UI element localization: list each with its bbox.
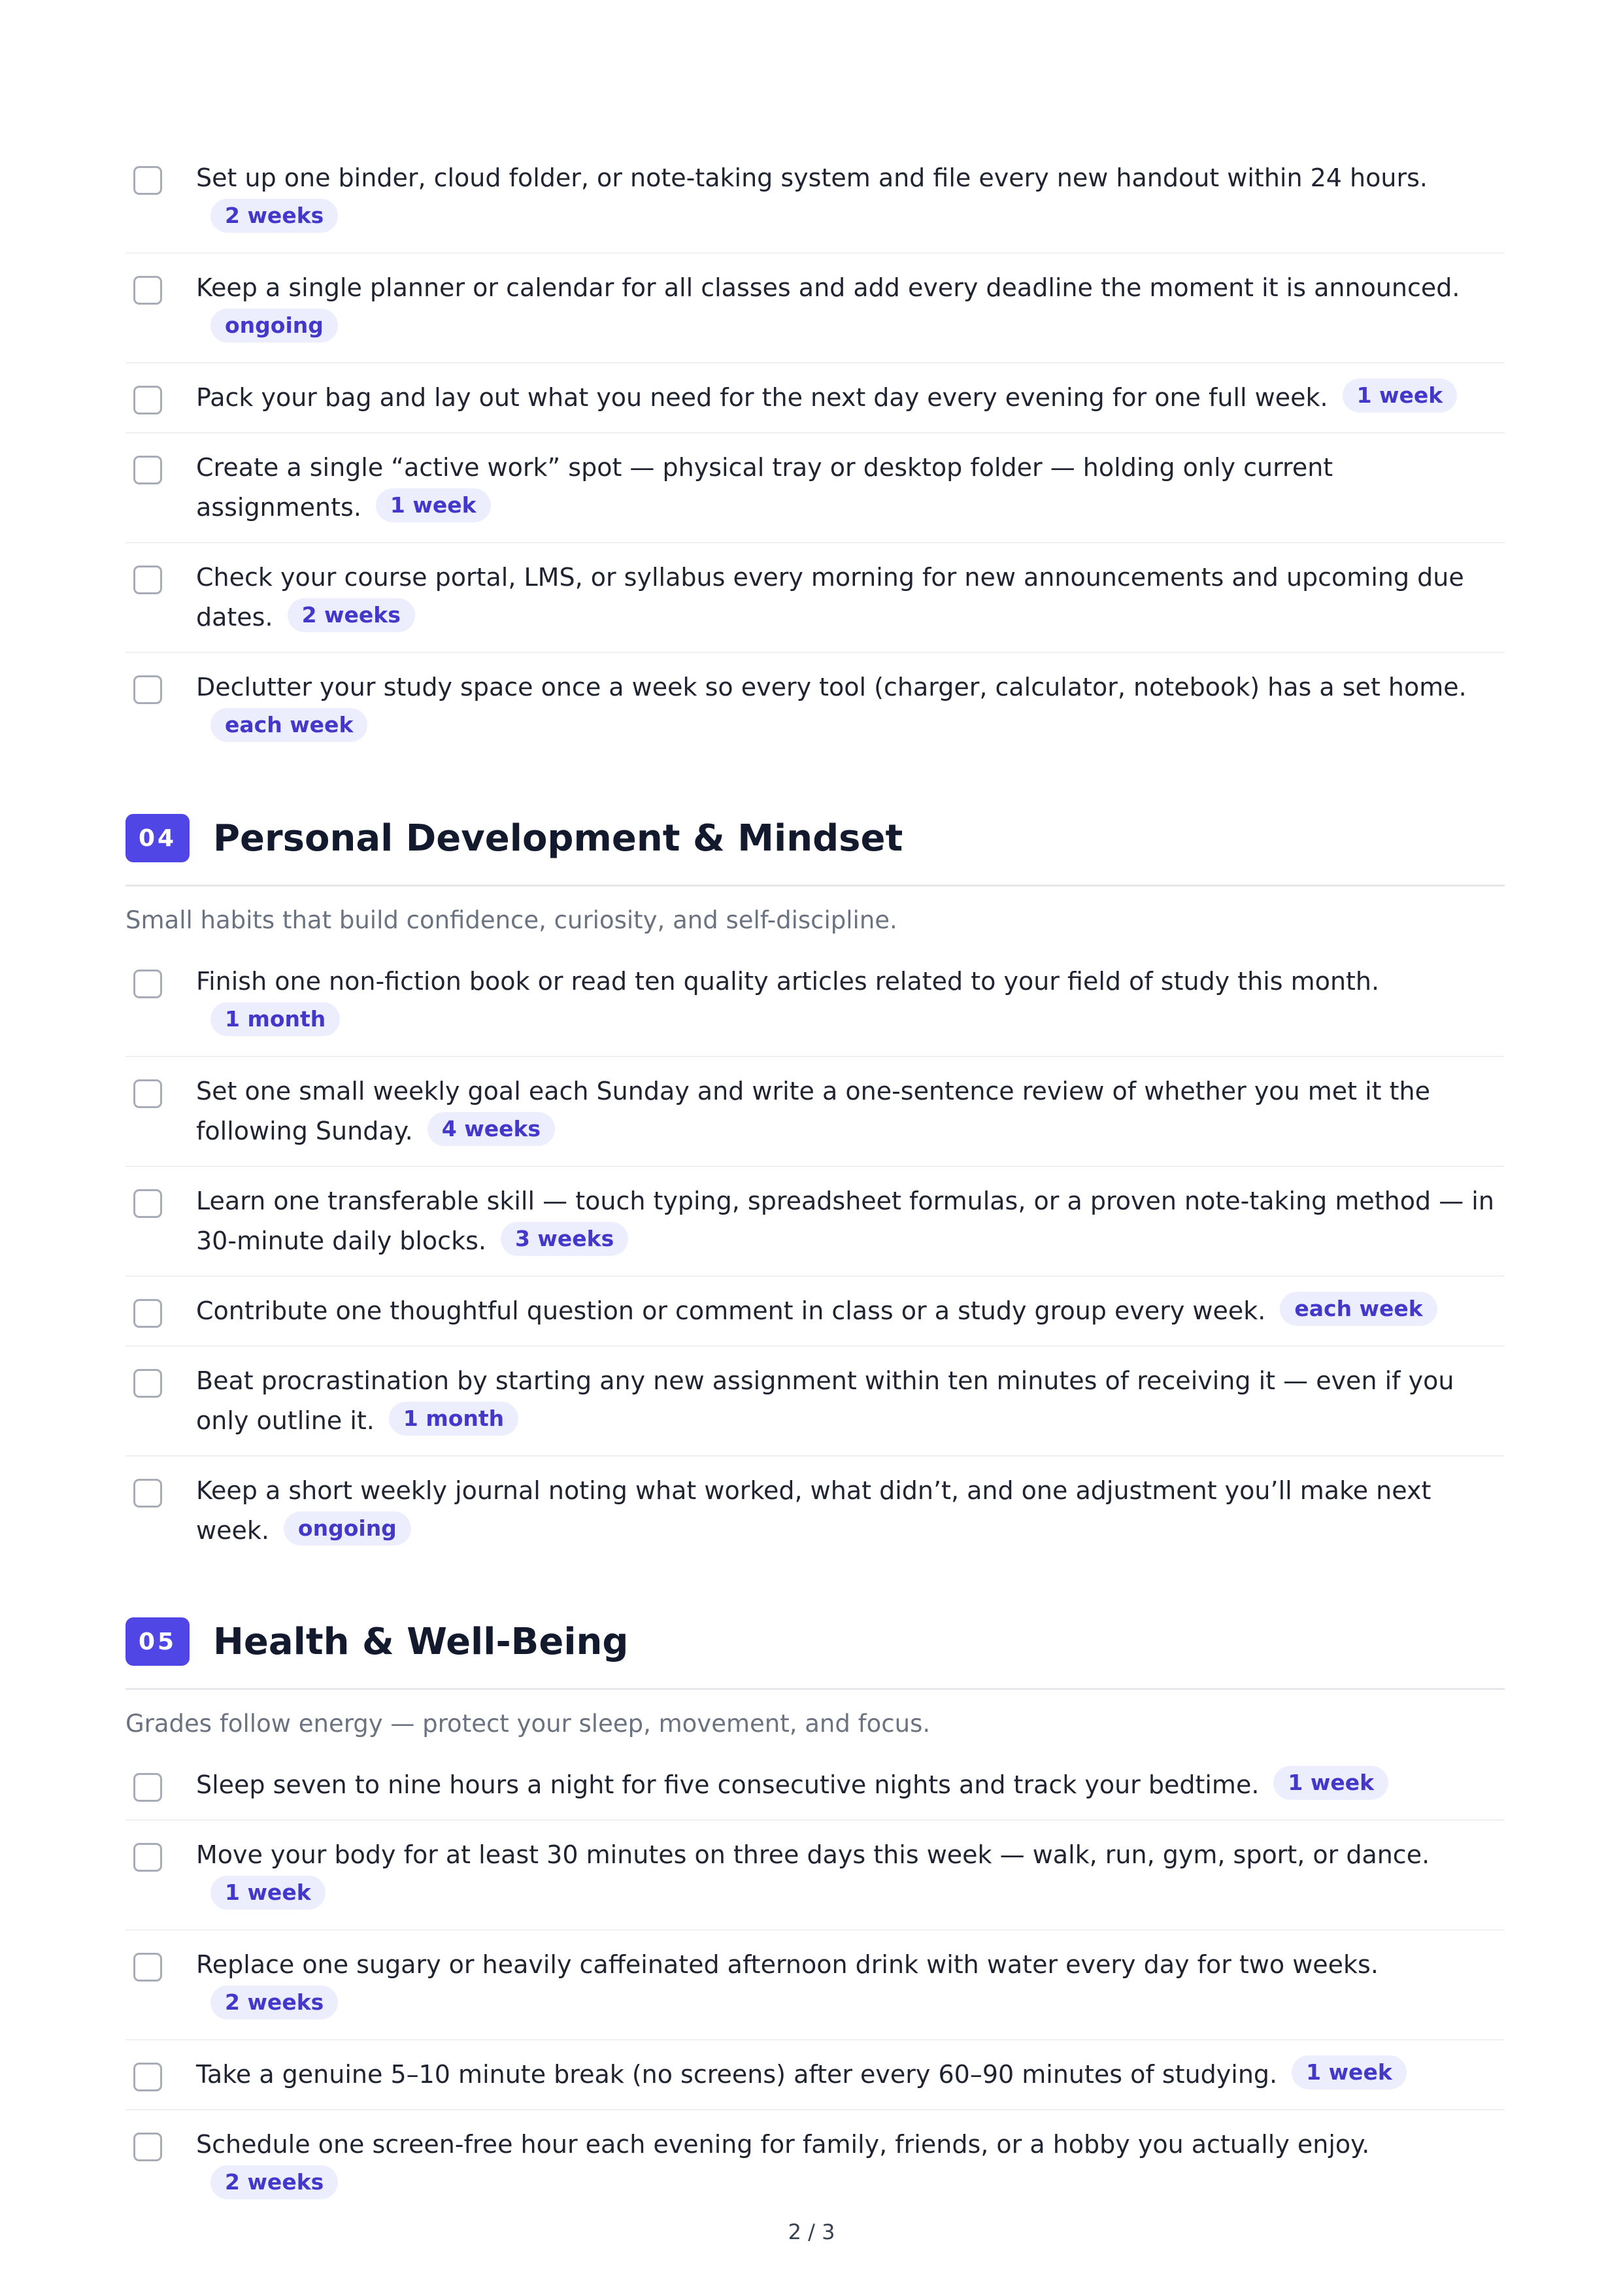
item-text: Sleep seven to nine hours a night for five consecutive nights and track your bedtime. bbox=[196, 1770, 1260, 1799]
checklist-page bbox=[125, 144, 1505, 2219]
item-text: Keep a short weekly journal noting what worked, what didn’t, and one adjustment you’ll make next week. bbox=[196, 1476, 1431, 1545]
item-text: Pack your bag and lay out what you need for the next day every evening for one full week. bbox=[196, 383, 1328, 412]
item-text: Beat procrastination by starting any new assignment within ten minutes of receiving it — even if you only outline it. bbox=[196, 1366, 1454, 1435]
checkbox[interactable] bbox=[133, 675, 162, 704]
section-mindset-items bbox=[125, 947, 1505, 1565]
checklist-item bbox=[125, 543, 1505, 653]
item-text: Set up one binder, cloud folder, or note-taking system and file every new handout within 24 hours. bbox=[196, 163, 1428, 192]
section-description: Grades follow energy — protect your sleep, movement, and focus. bbox=[125, 1710, 931, 1738]
checklist-item bbox=[125, 1277, 1505, 1347]
duration-tag: 1 week bbox=[1273, 1766, 1388, 1800]
duration-tag: 1 week bbox=[210, 1876, 326, 1910]
duration-tag: ongoing bbox=[284, 1511, 411, 1545]
duration-tag: 3 weeks bbox=[501, 1222, 628, 1256]
checkbox[interactable] bbox=[133, 970, 162, 998]
checkbox[interactable] bbox=[133, 1843, 162, 1872]
checklist-item bbox=[125, 1931, 1505, 2040]
checkbox[interactable] bbox=[133, 566, 162, 594]
duration-tag: 1 month bbox=[210, 1002, 340, 1036]
section-title: Health & Well-Being bbox=[213, 1620, 629, 1663]
item-text: Set one small weekly goal each Sunday and write a one-sentence review of whether you met it the following Sunday. bbox=[196, 1077, 1430, 1145]
item-text: Take a genuine 5–10 minute break (no screens) after every 60–90 minutes of studying. bbox=[196, 2060, 1278, 2089]
checkbox[interactable] bbox=[133, 1299, 162, 1328]
section-number-badge: 04 bbox=[125, 814, 190, 862]
item-text: Schedule one screen-free hour each evening for family, friends, or a hobby you actually enjoy. bbox=[196, 2130, 1370, 2159]
checklist-item bbox=[125, 1167, 1505, 1277]
duration-tag: 1 week bbox=[1292, 2055, 1407, 2089]
item-text: Finish one non-fiction book or read ten quality articles related to your field of study this month. bbox=[196, 967, 1380, 996]
section-description: Small habits that build confidence, curiosity, and self-discipline. bbox=[125, 906, 897, 934]
checklist-item bbox=[125, 1057, 1505, 1167]
item-text: Move your body for at least 30 minutes on three days this week — walk, run, gym, sport, or dance. bbox=[196, 1840, 1430, 1869]
checklist-item bbox=[125, 947, 1505, 1057]
duration-tag: each week bbox=[210, 708, 367, 742]
section-organization-items bbox=[125, 144, 1505, 762]
checklist-item bbox=[125, 2110, 1505, 2219]
section-header bbox=[125, 814, 1505, 886]
item-text: Check your course portal, LMS, or syllabus every morning for new announcements and upcoming due dates. bbox=[196, 563, 1464, 632]
checklist-item bbox=[125, 1751, 1505, 1821]
duration-tag: 1 week bbox=[376, 488, 491, 522]
section-title: Personal Development & Mindset bbox=[213, 817, 903, 860]
item-text: Create a single “active work” spot — physical tray or desktop folder — holding only current assignments. bbox=[196, 453, 1333, 522]
duration-tag: 1 month bbox=[389, 1402, 518, 1436]
checkbox[interactable] bbox=[133, 386, 162, 414]
checklist-item bbox=[125, 1821, 1505, 1931]
section-number-badge: 05 bbox=[125, 1617, 190, 1666]
checkbox[interactable] bbox=[133, 456, 162, 484]
checklist-item bbox=[125, 433, 1505, 543]
item-text: Replace one sugary or heavily caffeinated afternoon drink with water every day for two weeks. bbox=[196, 1950, 1379, 1979]
section-health-items bbox=[125, 1751, 1505, 2219]
duration-tag: 2 weeks bbox=[210, 1985, 338, 2019]
item-text: Declutter your study space once a week so every tool (charger, calculator, notebook) has a set home. bbox=[196, 673, 1467, 701]
checklist-item bbox=[125, 363, 1505, 433]
duration-tag: 4 weeks bbox=[427, 1112, 555, 1146]
checkbox[interactable] bbox=[133, 2063, 162, 2091]
section-header bbox=[125, 1617, 1505, 1690]
checklist-item bbox=[125, 1457, 1505, 1565]
checkbox[interactable] bbox=[133, 1079, 162, 1108]
checkbox[interactable] bbox=[133, 1773, 162, 1802]
page-number: 2 / 3 bbox=[788, 2220, 835, 2244]
checkbox[interactable] bbox=[133, 1369, 162, 1398]
duration-tag: 1 week bbox=[1343, 379, 1458, 413]
item-text: Learn one transferable skill — touch typing, spreadsheet formulas, or a proven note-taking method — in 30-minute daily blocks. bbox=[196, 1187, 1494, 1255]
duration-tag: ongoing bbox=[210, 309, 338, 343]
duration-tag: 2 weeks bbox=[210, 199, 338, 233]
checkbox[interactable] bbox=[133, 1479, 162, 1508]
item-text: Keep a single planner or calendar for all classes and add every deadline the moment it is announced. bbox=[196, 273, 1460, 302]
checkbox[interactable] bbox=[133, 166, 162, 195]
duration-tag: 2 weeks bbox=[210, 2165, 338, 2199]
item-text: Contribute one thoughtful question or comment in class or a study group every week. bbox=[196, 1296, 1266, 1325]
duration-tag: each week bbox=[1280, 1292, 1437, 1326]
checklist-item bbox=[125, 1347, 1505, 1457]
duration-tag: 2 weeks bbox=[288, 598, 415, 632]
checkbox[interactable] bbox=[133, 2133, 162, 2161]
checklist-item bbox=[125, 2040, 1505, 2110]
checklist-item bbox=[125, 144, 1505, 254]
checkbox[interactable] bbox=[133, 1189, 162, 1218]
checkbox[interactable] bbox=[133, 276, 162, 305]
checkbox[interactable] bbox=[133, 1953, 162, 1982]
checklist-item bbox=[125, 254, 1505, 363]
checklist-item bbox=[125, 653, 1505, 762]
